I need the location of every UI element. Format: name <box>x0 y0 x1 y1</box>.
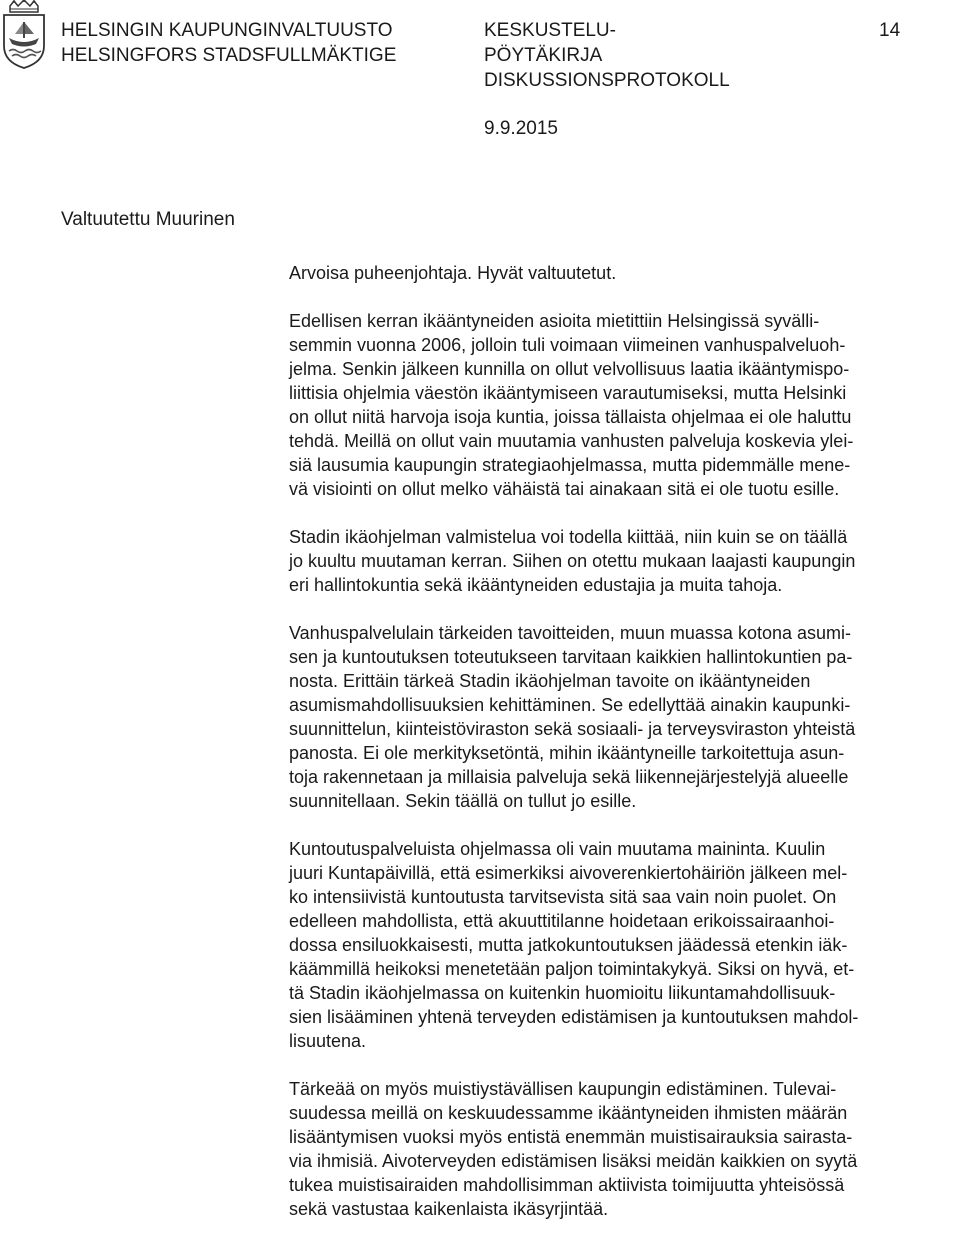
paragraph <box>289 621 957 813</box>
text-line: suunnittelun, kiinteistöviraston sekä sosiaali- ja terveysviraston yhteistä <box>289 719 856 739</box>
paragraph <box>289 309 957 501</box>
text-line: on ollut niitä harvoja isoja kuntia, joissa tällaista ohjelmaa ei ole haluttu <box>289 407 852 427</box>
text-line: sekä vastustaa kaikenlaista ikäsyrjintää. <box>289 1199 609 1219</box>
text-line: tä Stadin ikäohjelmassa on kuitenkin huomioitu liikuntamahdollisuuk- <box>289 983 836 1003</box>
text-line: edelleen mahdollista, että akuuttitilanne hoidetaan erikoissairaanhoi- <box>289 911 835 931</box>
text-line: tukea muistisairaiden mahdollisimman aktiivista toimijuutta yhteisössä <box>289 1175 845 1195</box>
text-line: siä lausumia kaupungin strategiaohjelmassa, mutta pidemmälle mene- <box>289 455 851 475</box>
text-line: Stadin ikäohjelman valmistelua voi todella kiittää, niin kuin se on täällä <box>289 527 848 547</box>
text-line: vä visiointi on ollut melko vähäistä tai ainakaan sitä ei ole tuotu esille. <box>289 479 840 499</box>
text-line: Tärkeää on myös muistiystävällisen kaupungin edistäminen. Tulevai- <box>289 1079 837 1099</box>
organization-name-swedish: HELSINGFORS STADSFULLMÄKTIGE <box>61 45 397 66</box>
document-type-line-3: DISKUSSIONSPROTOKOLL <box>484 70 730 91</box>
text-line: via ihmisiä. Aivoterveyden edistämisen lisäksi meidän kaikkien on syytä <box>289 1151 858 1171</box>
organization-name-finnish: HELSINGIN KAUPUNGINVALTUUSTO <box>61 20 393 41</box>
city-coat-of-arms-logo <box>0 0 48 70</box>
paragraph <box>289 261 957 285</box>
document-type-line-2: PÖYTÄKIRJA <box>484 45 603 66</box>
text-line: ko intensiivistä kuntoutusta tarvitsevista sitä saa vain noin puolet. On <box>289 887 837 907</box>
paragraph <box>289 525 957 597</box>
text-line: Edellisen kerran ikääntyneiden asioita mietittiin Helsingissä syvälli- <box>289 311 820 331</box>
text-line: eri hallintokuntia sekä ikääntyneiden edustajia ja muita tahoja. <box>289 575 783 595</box>
paragraph <box>289 837 957 1053</box>
text-line: lisuutena. <box>289 1031 367 1051</box>
text-line: liittisia ohjelmia väestön ikääntymiseen varautumiseksi, mutta Helsinki <box>289 383 847 403</box>
page-number: 14 <box>879 20 901 41</box>
text-line: juuri Kuntapäivillä, että esimerkiksi aivoverenkiertohäiriön jälkeen mel- <box>289 863 848 883</box>
text-line: toja rakennetaan ja millaisia palveluja sekä liikennejärjestelyjä alueelle <box>289 767 849 787</box>
document-type-line-1: KESKUSTELU- <box>484 20 616 41</box>
organization-name <box>61 18 396 68</box>
text-line: Vanhuspalvelulain tärkeiden tavoitteiden, muun muassa kotona asumi- <box>289 623 851 643</box>
text-line: sien lisääminen yhtenä terveyden edistämisen ja kuntoutuksen mahdol- <box>289 1007 859 1027</box>
text-line: jo kuultu muutaman kerran. Siihen on otettu mukaan laajasti kaupungin <box>289 551 856 571</box>
text-line: suunnitellaan. Sekin täällä on tullut jo esille. <box>289 791 637 811</box>
text-line: tehdä. Meillä on ollut vain muutamia vanhusten palveluja koskevia ylei- <box>289 431 854 451</box>
text-line: suudessa meillä on keskuudessamme ikääntyneiden ihmisten määrän <box>289 1103 848 1123</box>
speech-body <box>289 261 957 1221</box>
text-line: dossa ensiluokkaisesti, mutta jatkokuntoutuksen jäädessä etenkin iäk- <box>289 935 848 955</box>
text-line: panosta. Ei ole merkityksetöntä, mihin ikääntyneille tarkoitettuja asun- <box>289 743 845 763</box>
text-line: Kuntoutuspalveluista ohjelmassa oli vain muutama maininta. Kuulin <box>289 839 826 859</box>
document-type <box>484 18 730 93</box>
text-line: nosta. Erittäin tärkeä Stadin ikäohjelman tavoite on ikääntyneiden <box>289 671 811 691</box>
coat-of-arms-icon <box>0 0 48 70</box>
text-line: Arvoisa puheenjohtaja. Hyvät valtuutetut. <box>289 263 617 283</box>
text-line: lisääntymisen vuoksi myös entistä enemmän muistisairauksia sairasta- <box>289 1127 853 1147</box>
meeting-date: 9.9.2015 <box>484 118 558 139</box>
text-line: jelma. Senkin jälkeen kunnilla on ollut velvollisuus laatia ikääntymispo- <box>289 359 850 379</box>
text-line: käämmillä heikoksi menetetään paljon toimintakykyä. Siksi on hyvä, et- <box>289 959 855 979</box>
text-line: sen ja kuntoutuksen toteutukseen tarvitaan kaikkien hallintokuntien pa- <box>289 647 853 667</box>
text-line: asumismahdollisuuksien kehittäminen. Se edellyttää ainakin kaupunki- <box>289 695 851 715</box>
speaker-name: Valtuutettu Muurinen <box>61 209 235 230</box>
text-line: semmin vuonna 2006, jolloin tuli voimaan viimeinen vanhuspalveluoh- <box>289 335 846 355</box>
paragraph <box>289 1077 957 1221</box>
